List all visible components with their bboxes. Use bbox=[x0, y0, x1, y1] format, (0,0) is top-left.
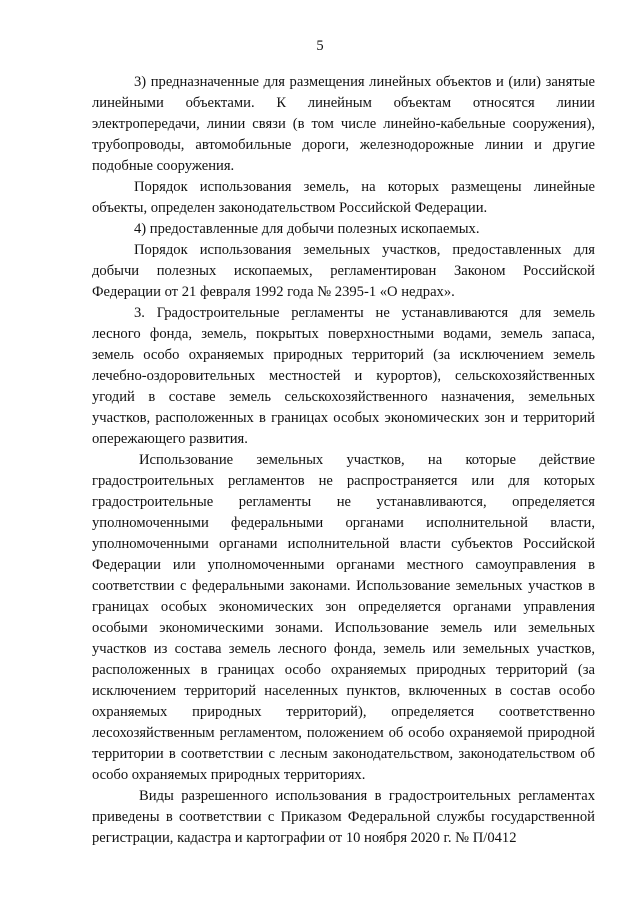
paragraph-linear-objects-usage: Порядок использования земель, на которых размещены линейные объекты, определен законодательством Российской Федерации. bbox=[92, 179, 595, 216]
paragraph-linear-objects: 3) предназначенные для размещения линейных объектов и (или) занятые линейными объектами. К линейным объектам относятся линии электропередачи, линии связи (в том числе линейно-кабельные сооружения), трубопроводы, автомобильные дороги, железнодорожные линии и другие подобные сооружения. bbox=[92, 74, 595, 174]
paragraph-mineral-extraction-usage: Порядок использования земельных участков, предоставленных для добычи полезных ископаемых, регламентирован Законом Российской Федерации от 21 февраля 1992 года № 2395-1 «О недрах». bbox=[92, 242, 595, 300]
paragraph-permitted-use-types: Виды разрешенного использования в градостроительных регламентах приведены в соответствии с Приказом Федеральной службы государственной регистрации, кадастра и картографии от 10 ноября 2020 г. № П/0412 bbox=[92, 788, 595, 846]
page-number: 5 bbox=[316, 38, 324, 54]
document-body bbox=[92, 72, 595, 849]
paragraph-mineral-extraction: 4) предоставленные для добычи полезных ископаемых. bbox=[134, 221, 480, 237]
paragraph-land-usage-authorities: Использование земельных участков, на которые действие градостроительных регламентов не распространяется или для которых градостроительные регламенты не устанавливаются, определяется уполномоченными федеральными органами исполнительной власти, уполномоченными органами исполнительной власти субъектов Российской Федерации или уполномоченными органами местного самоуправления в соответствии с федеральными законами. Использование земельных участков в границах особых экономических зон определяется органами управления особыми экономическими зонами. Использование земель или земельных участков из состава земель лесного фонда, земель или земельных участков, расположенных в границах особо охраняемых природных территорий (за исключением территорий населенных пунктов, включенных в состав особо охраняемых природных территорий), определяется соответственно лесохозяйственным регламентом, положением об особо охраняемой природной территории в соответствии с лесным законодательством, законодательством об особо охраняемых природных территориях. bbox=[92, 452, 595, 783]
paragraph-regulations-not-set: 3. Градостроительные регламенты не устанавливаются для земель лесного фонда, земель, покрытых поверхностными водами, земель запаса, земель особо охраняемых природных территорий (за исключением земель лечебно-оздоровительных местностей и курортов), сельскохозяйственных угодий в составе земель сельскохозяйственного назначения, земельных участков, расположенных в границах особых экономических зон и территорий опережающего развития. bbox=[92, 305, 595, 447]
